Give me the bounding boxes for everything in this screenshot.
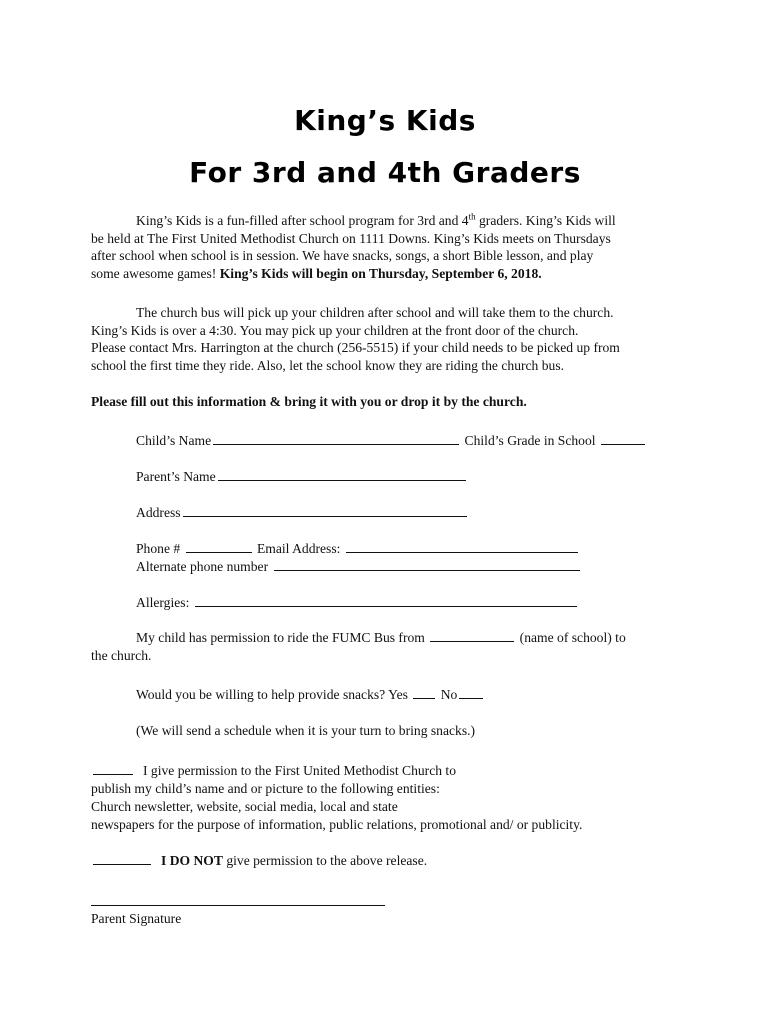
address-field[interactable] — [183, 504, 467, 517]
bus-line-3: Please contact Mrs. Harrington at the church (256-5515) if your child needs to be picked up from — [91, 340, 620, 356]
phone-field[interactable] — [186, 540, 252, 553]
release-deny-field[interactable] — [93, 852, 151, 865]
address-row — [136, 504, 469, 522]
intro-line-1: King’s Kids is a fun-filled after school program for 3rd and 4th graders. King’s Kids will — [136, 211, 616, 228]
phone-label: Phone # — [136, 541, 184, 556]
allergies-label: Allergies: — [136, 595, 193, 610]
allergies-field[interactable] — [195, 594, 577, 607]
snacks-note: (We will send a schedule when it is your turn to bring snacks.) — [136, 723, 476, 738]
title-line-2: For 3rd and 4th Graders — [189, 156, 581, 189]
title-line-1: King’s Kids — [294, 104, 476, 137]
bus-permission-row: My child has permission to ride the FUMC Bus from (name of school) to — [136, 630, 626, 645]
alt-phone-label: Alternate phone number — [136, 559, 272, 574]
parent-name-field[interactable] — [218, 468, 466, 481]
child-grade-label: Child’s Grade in School — [461, 433, 599, 448]
release-line-4: newspapers for the purpose of information, public relations, promotional and/ or publicity. — [91, 817, 583, 832]
intro-paragraph — [91, 212, 683, 282]
email-label: Email Address: — [253, 541, 344, 556]
signature-field[interactable] — [91, 905, 385, 906]
bus-paragraph — [91, 304, 683, 374]
intro-line-3: after school when school is in session. We have snacks, songs, a short Bible lesson, and play — [91, 248, 594, 264]
start-date-text: King’s Kids will begin on Thursday, September 6, 2018. — [219, 265, 542, 281]
school-name-field[interactable] — [430, 629, 514, 642]
parent-name-row — [136, 468, 468, 486]
bus-permission-cont: the church. — [91, 648, 152, 663]
child-name-field[interactable] — [213, 432, 459, 445]
email-field[interactable] — [346, 540, 578, 553]
bus-line-4: school the first time they ride. Also, let the school know they are riding the church bus. — [91, 357, 565, 373]
child-grade-field[interactable] — [601, 432, 645, 445]
snacks-no-field[interactable] — [459, 686, 483, 699]
address-label: Address — [136, 505, 181, 520]
release-line-1: I give permission to the First United Methodist Church to — [91, 762, 456, 780]
alt-phone-field[interactable] — [274, 558, 580, 571]
bus-line-2: King’s Kids is over a 4:30. You may pick up your children at the front door of the church. — [91, 322, 579, 338]
release-consent-field[interactable] — [93, 762, 133, 775]
intro-line-2: be held at The First United Methodist Church on 1111 Downs. King’s Kids meets on Thursdays — [91, 230, 611, 246]
release-line-2: publish my child’s name and or picture to the following entities: — [91, 781, 440, 796]
child-info-row — [136, 432, 647, 450]
snacks-yes-field[interactable] — [413, 686, 435, 699]
instruction-text: Please fill out this information & bring it with you or drop it by the church. — [91, 394, 527, 409]
release-deny-row: I DO NOT give permission to the above release. — [91, 852, 427, 870]
phone-email-row — [136, 540, 580, 558]
child-name-label: Child’s Name — [136, 433, 212, 448]
alt-phone-row — [136, 558, 582, 576]
signature-label: Parent Signature — [91, 911, 182, 926]
allergies-row — [136, 594, 579, 612]
parent-name-label: Parent’s Name — [136, 469, 216, 484]
intro-line-4: some awesome games! King’s Kids will begin on Thursday, September 6, 2018. — [91, 265, 542, 281]
release-line-3: Church newsletter, website, social media, local and state — [91, 799, 398, 814]
bus-line-1: The church bus will pick up your children after school and will take them to the church. — [136, 305, 614, 320]
snacks-row: Would you be willing to help provide snacks? Yes No — [136, 686, 485, 704]
